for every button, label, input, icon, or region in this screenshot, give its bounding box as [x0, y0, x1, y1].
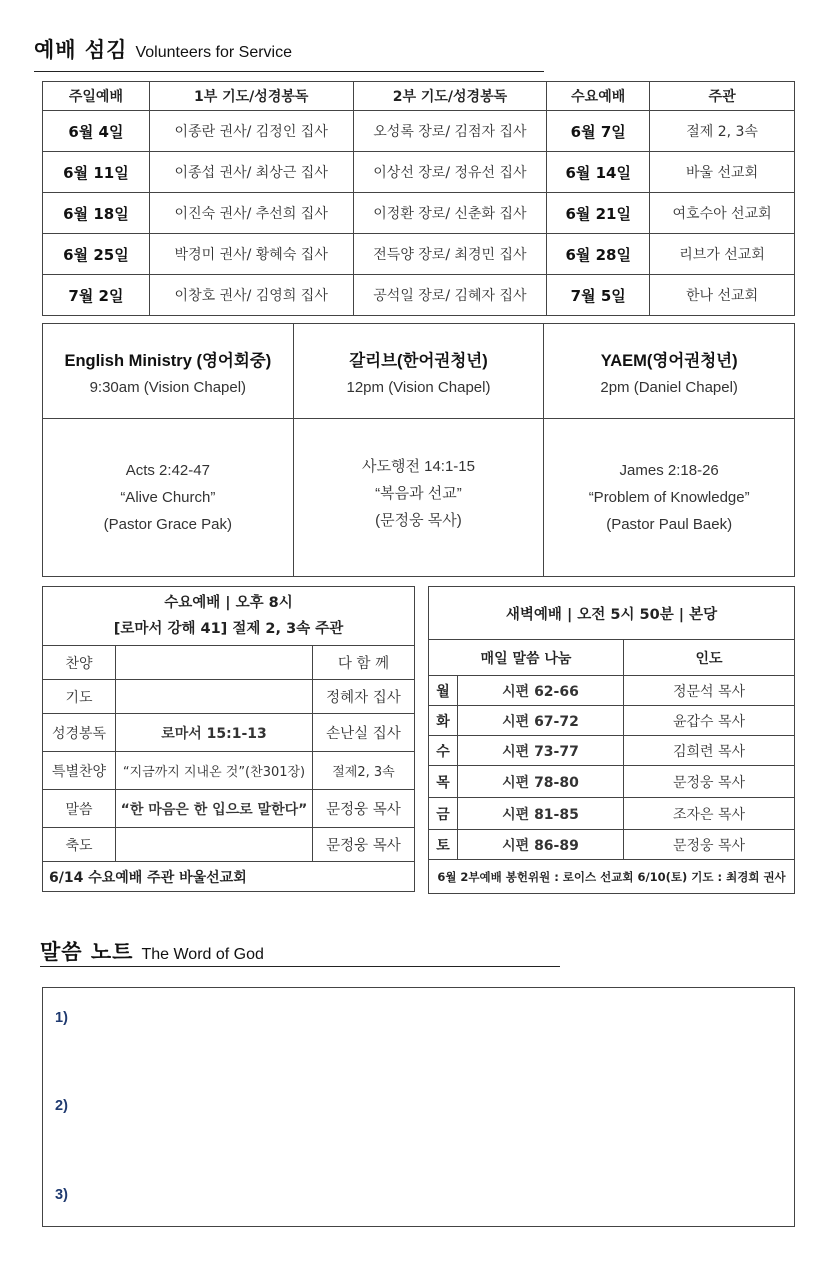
- second-service-volunteers: 공석일 장로/ 김혜자 집사: [353, 275, 547, 316]
- table-row: [43, 275, 795, 316]
- order-label: 성경봉독: [43, 714, 116, 752]
- table-row: [43, 111, 795, 152]
- ministry-time: 12pm (Vision Chapel): [346, 378, 491, 396]
- table-row: [429, 706, 795, 736]
- sermon-english: [43, 419, 294, 577]
- ministry-name: 갈리브(한어권청년): [349, 351, 488, 370]
- weekday: 수: [429, 736, 458, 766]
- order-person: 다 함 께: [313, 646, 415, 680]
- wednesday-header-series: [로마서 강해 41] 절제 2, 3속 주관: [113, 621, 344, 637]
- volunteers-title-ko: 예배 섬김: [34, 38, 128, 62]
- table-row: [43, 152, 795, 193]
- sermon-passage: Acts 2:42-47: [125, 462, 210, 479]
- order-content: 로마서 15:1-13: [116, 714, 313, 752]
- order-person: 정혜자 집사: [313, 680, 415, 714]
- host-group: 절제 2, 3속: [650, 111, 795, 152]
- psalm-passage: 시편 67-72: [458, 706, 624, 736]
- ministry-time: 9:30am (Vision Chapel): [89, 378, 247, 396]
- heading-underline: [40, 966, 560, 967]
- ministry-name: YAEM(영어권청년): [600, 351, 738, 370]
- sermon-galilee: [293, 419, 544, 577]
- heading-underline: [34, 71, 544, 72]
- volunteers-title-en: Volunteers for Service: [135, 44, 292, 61]
- order-label: 말씀: [43, 790, 116, 828]
- ministry-info-row: [43, 324, 795, 419]
- col-header-second-service: 2부 기도/성경봉독: [353, 82, 547, 111]
- volunteers-table: [42, 81, 795, 316]
- order-person: 절제2, 3속: [313, 752, 415, 790]
- table-row: [429, 736, 795, 766]
- word-notes-title-en: The Word of God: [141, 946, 264, 963]
- leader-name: 김희련 목사: [624, 736, 795, 766]
- dawn-footer: 6월 2부예배 봉헌위원 : 로이스 선교회 6/10(토) 기도 : 최경희 권사: [429, 860, 795, 894]
- leader-name: 조자은 목사: [624, 798, 795, 830]
- weekday: 화: [429, 706, 458, 736]
- ministry-galilee: [293, 324, 544, 419]
- note-item-3: 3): [55, 1187, 68, 1203]
- ministry-time: 2pm (Daniel Chapel): [600, 378, 738, 396]
- col-header-sunday: 주일예배: [43, 82, 150, 111]
- order-content: “한 마음은 한 입으로 말한다”: [116, 790, 313, 828]
- col-header-host: 주관: [650, 82, 795, 111]
- dawn-header: 새벽예배 | 오전 5시 50분 | 본당: [429, 587, 795, 640]
- sermon-passage: 사도행전 14:1-15: [361, 458, 475, 475]
- weekday: 토: [429, 830, 458, 860]
- wednesday-date: 7월 5일: [547, 275, 650, 316]
- first-service-volunteers: 박경미 권사/ 황혜숙 집사: [149, 234, 353, 275]
- wednesday-header-time: 수요예배 | 오후 8시: [164, 595, 293, 611]
- first-service-volunteers: 이종섭 권사/ 최상근 집사: [149, 152, 353, 193]
- order-content: “지금까지 지내온 것”(찬301장): [116, 752, 313, 790]
- order-label: 특별찬양: [43, 752, 116, 790]
- psalm-passage: 시편 73-77: [458, 736, 624, 766]
- order-content: [116, 828, 313, 862]
- leader-name: 정문석 목사: [624, 676, 795, 706]
- sermon-title: “Problem of Knowledge”: [588, 489, 750, 506]
- table-row: [43, 680, 415, 714]
- wednesday-footer: 6/14 수요예배 주관 바울선교회: [43, 862, 415, 892]
- psalm-passage: 시편 78-80: [458, 766, 624, 798]
- order-person: 문정웅 목사: [313, 828, 415, 862]
- notes-box[interactable]: [42, 987, 795, 1227]
- second-service-volunteers: 전득양 장로/ 최경민 집사: [353, 234, 547, 275]
- sermon-preacher: (문정웅 목사): [375, 512, 462, 529]
- host-group: 바울 선교회: [650, 152, 795, 193]
- host-group: 여호수아 선교회: [650, 193, 795, 234]
- host-group: 리브가 선교회: [650, 234, 795, 275]
- table-row: [43, 193, 795, 234]
- order-label: 기도: [43, 680, 116, 714]
- sermon-passage: James 2:18-26: [619, 462, 719, 479]
- order-person: 문정웅 목사: [313, 790, 415, 828]
- leader-name: 윤갑수 목사: [624, 706, 795, 736]
- order-content: [116, 680, 313, 714]
- ministry-english: [43, 324, 294, 419]
- ministry-sermon-row: [43, 419, 795, 577]
- col-header-daily-word: 매일 말씀 나눔: [429, 640, 624, 676]
- ministries-table: [42, 323, 795, 577]
- wednesday-header: [43, 587, 415, 646]
- second-service-volunteers: 이상선 장로/ 정유선 집사: [353, 152, 547, 193]
- dawn-service-table: [428, 586, 795, 894]
- sunday-date: 6월 18일: [43, 193, 150, 234]
- col-header-leader: 인도: [624, 640, 795, 676]
- wednesday-date: 6월 7일: [547, 111, 650, 152]
- psalm-passage: 시편 81-85: [458, 798, 624, 830]
- sermon-preacher: (Pastor Paul Baek): [606, 516, 733, 533]
- table-row: [429, 766, 795, 798]
- dawn-subheader-row: [429, 640, 795, 676]
- sunday-date: 6월 4일: [43, 111, 150, 152]
- host-group: 한나 선교회: [650, 275, 795, 316]
- sunday-date: 7월 2일: [43, 275, 150, 316]
- wednesday-date: 6월 28일: [547, 234, 650, 275]
- weekday: 목: [429, 766, 458, 798]
- volunteers-header-row: [43, 82, 795, 111]
- order-label: 축도: [43, 828, 116, 862]
- first-service-volunteers: 이창호 권사/ 김영희 집사: [149, 275, 353, 316]
- col-header-first-service: 1부 기도/성경봉독: [149, 82, 353, 111]
- order-person: 손난실 집사: [313, 714, 415, 752]
- table-row: [43, 646, 415, 680]
- psalm-passage: 시편 86-89: [458, 830, 624, 860]
- weekday: 월: [429, 676, 458, 706]
- wednesday-date: 6월 14일: [547, 152, 650, 193]
- leader-name: 문정웅 목사: [624, 830, 795, 860]
- psalm-passage: 시편 62-66: [458, 676, 624, 706]
- note-item-2: 2): [55, 1098, 68, 1114]
- leader-name: 문정웅 목사: [624, 766, 795, 798]
- sunday-date: 6월 11일: [43, 152, 150, 193]
- first-service-volunteers: 이종란 권사/ 김정인 집사: [149, 111, 353, 152]
- sermon-title: “복음과 선교”: [375, 485, 462, 502]
- table-row: [429, 830, 795, 860]
- sunday-date: 6월 25일: [43, 234, 150, 275]
- ministry-name: English Ministry (영어회중): [64, 351, 272, 370]
- second-service-volunteers: 오성록 장로/ 김점자 집사: [353, 111, 547, 152]
- second-service-volunteers: 이정환 장로/ 신춘화 집사: [353, 193, 547, 234]
- table-row: [43, 828, 415, 862]
- ministry-yaem: [544, 324, 795, 419]
- table-row: [43, 790, 415, 828]
- note-item-1: 1): [55, 1010, 68, 1026]
- table-row: [429, 676, 795, 706]
- sermon-title: “Alive Church”: [120, 489, 216, 506]
- table-row: [43, 234, 795, 275]
- first-service-volunteers: 이진숙 권사/ 추선희 집사: [149, 193, 353, 234]
- volunteers-heading: [34, 34, 292, 64]
- wednesday-date: 6월 21일: [547, 193, 650, 234]
- table-row: [429, 798, 795, 830]
- word-notes-heading: [40, 936, 264, 966]
- order-content: [116, 646, 313, 680]
- wednesday-service-table: [42, 586, 415, 892]
- sermon-yaem: [544, 419, 795, 577]
- table-row: [43, 752, 415, 790]
- sermon-preacher: (Pastor Grace Pak): [103, 516, 233, 533]
- weekday: 금: [429, 798, 458, 830]
- col-header-wednesday: 수요예배: [547, 82, 650, 111]
- word-notes-title-ko: 말씀 노트: [40, 940, 134, 964]
- order-label: 찬양: [43, 646, 116, 680]
- table-row: [43, 714, 415, 752]
